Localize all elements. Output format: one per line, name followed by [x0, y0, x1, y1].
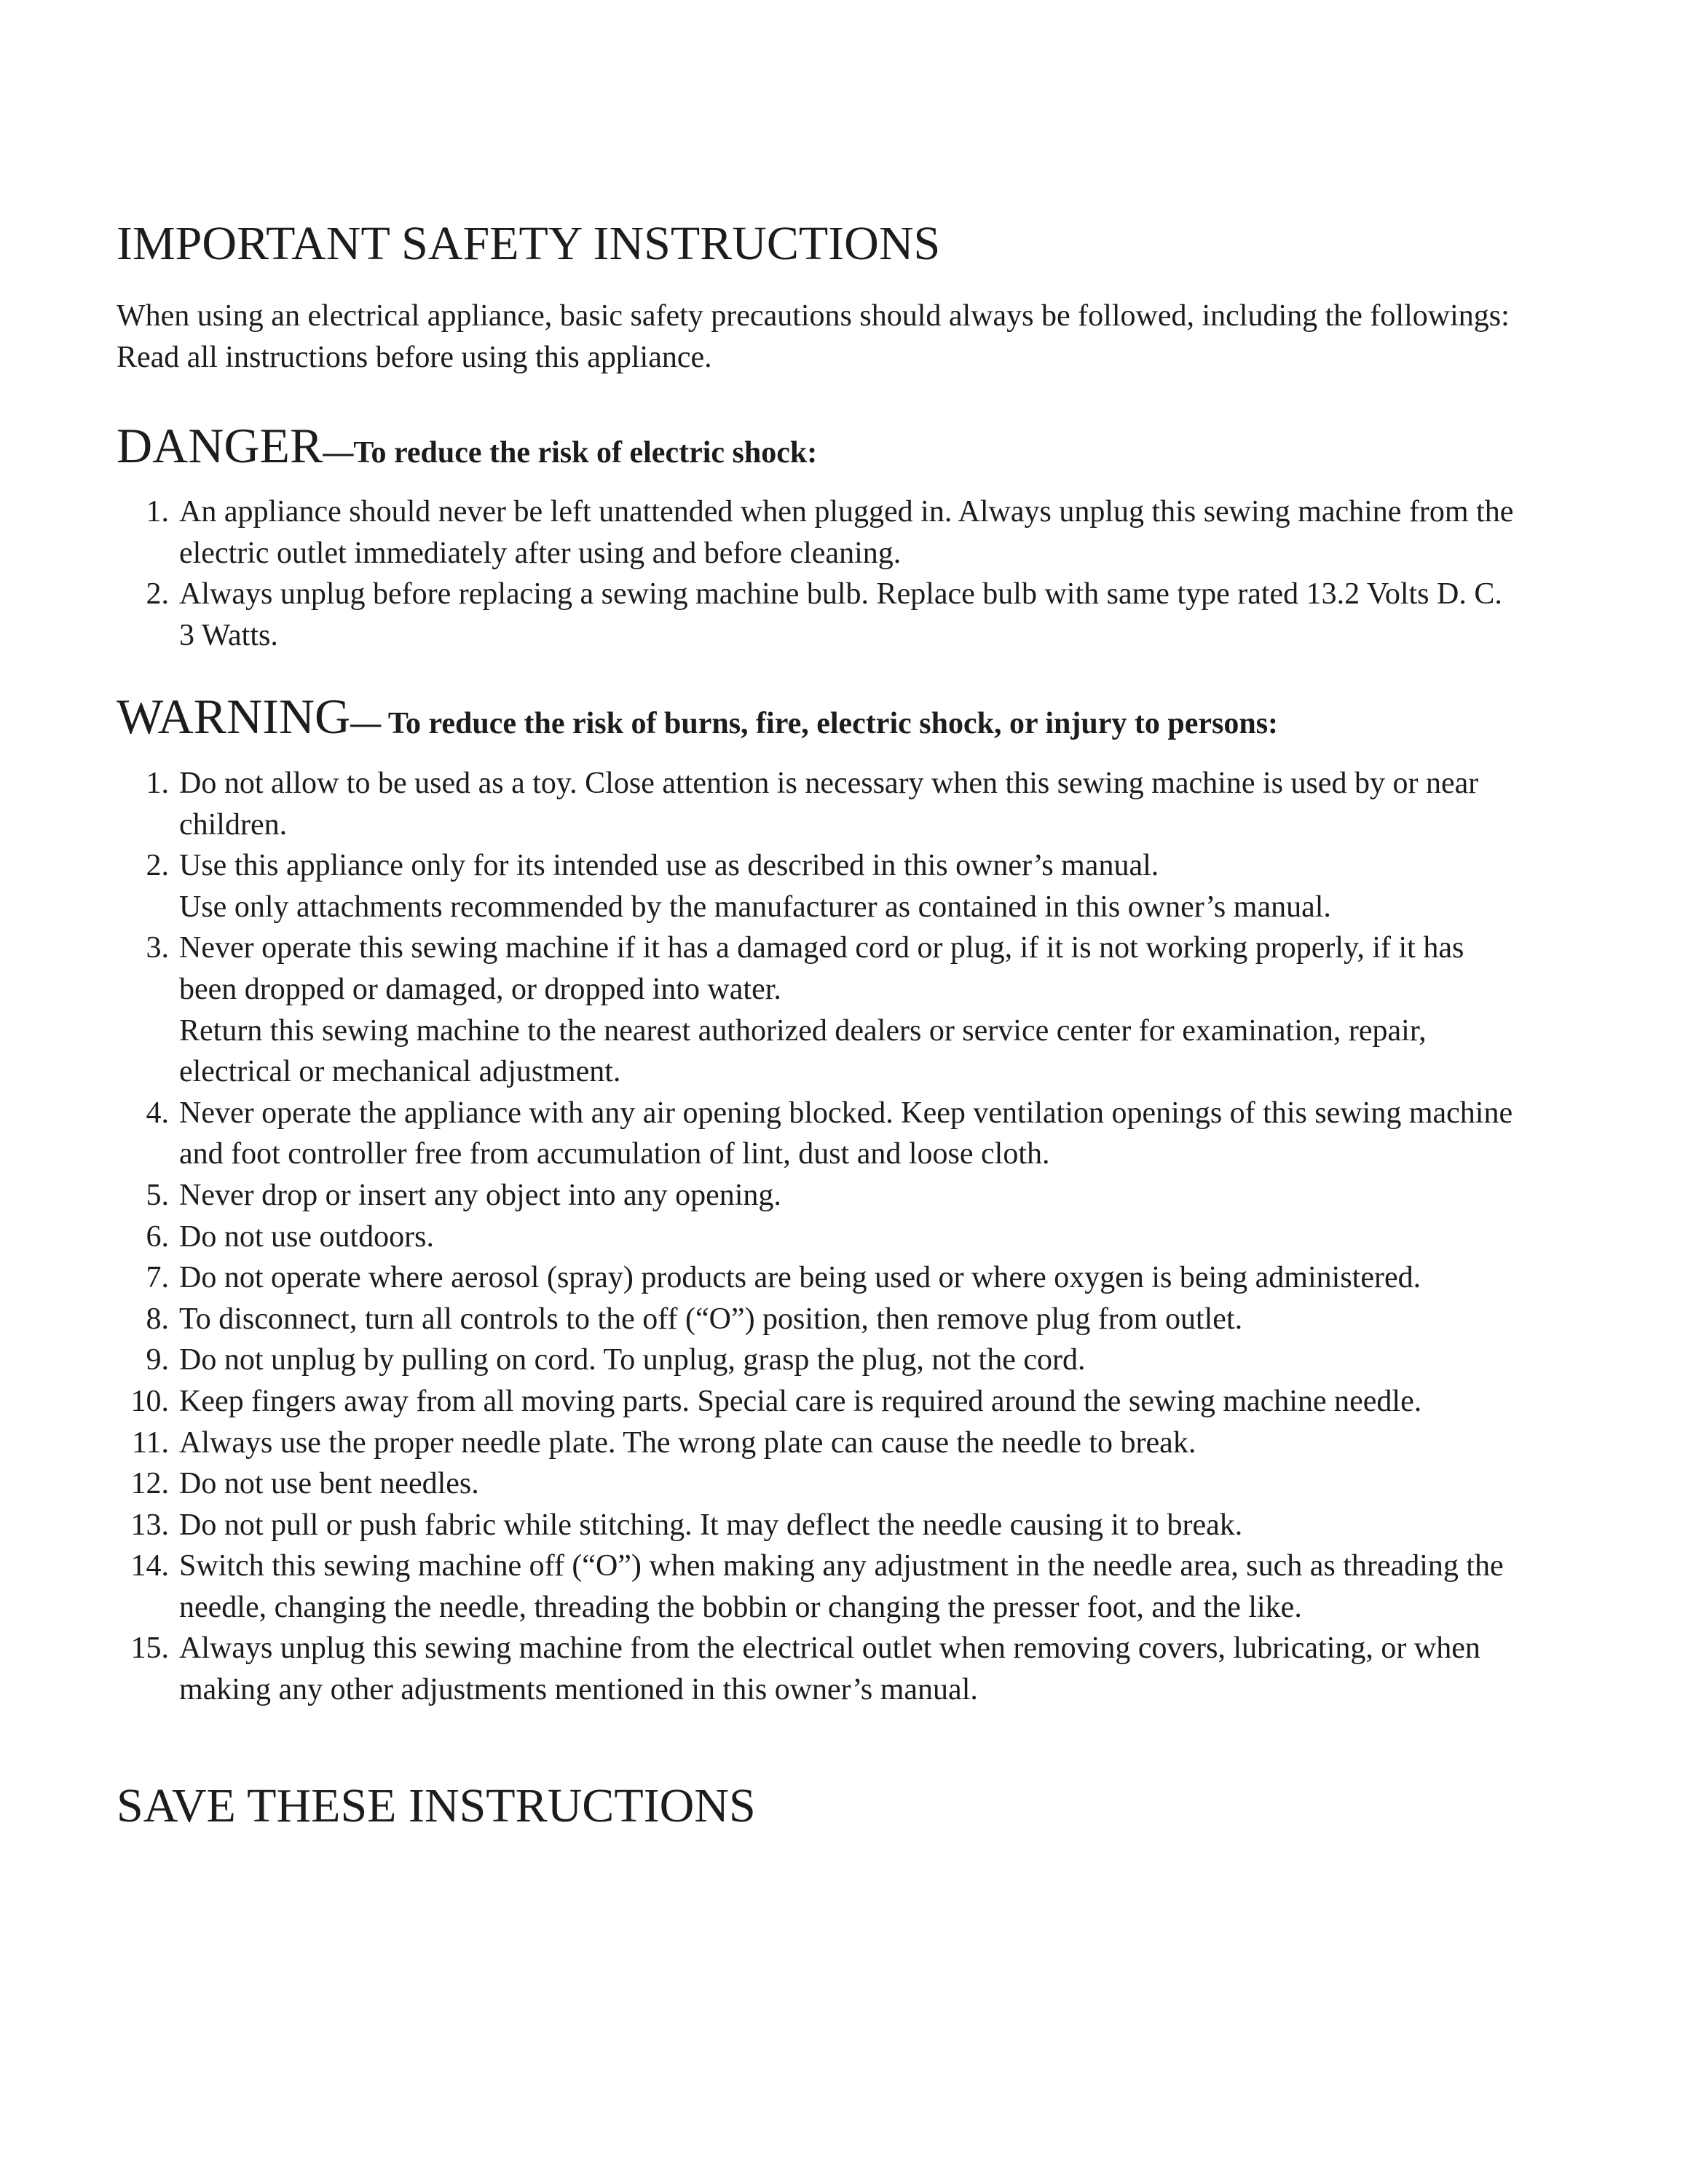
list-item: [117, 1175, 1588, 1216]
item-text-line: needle, changing the needle, threading the bobbin or changing the presser foot, and the like.: [179, 1590, 1302, 1624]
list-item: [117, 1423, 1588, 1464]
item-text-line: Do not use bent needles.: [179, 1467, 479, 1501]
item-text-line: electric outlet immediately after using and before cleaning.: [179, 536, 902, 570]
item-text-line: Use only attachments recommended by the manufacturer as contained in this owner’s manual.: [179, 890, 1331, 924]
danger-list: [117, 491, 1588, 656]
list-item: [117, 1628, 1588, 1710]
item-number: 5.: [146, 1178, 169, 1212]
warning-description: — To reduce the risk of burns, fire, electric shock, or injury to persons:: [350, 707, 1279, 740]
item-number: 8.: [146, 1302, 169, 1336]
item-number: 9.: [146, 1343, 169, 1377]
warning-list: [117, 763, 1588, 1711]
item-text-line: Never operate this sewing machine if it has a damaged cord or plug, if it is not working properly, if it has: [179, 931, 1464, 965]
item-text-line: electrical or mechanical adjustment.: [179, 1055, 621, 1089]
intro-paragraph: [117, 296, 1588, 379]
list-item: [117, 1381, 1588, 1423]
item-number: 15.: [130, 1631, 169, 1666]
list-item: [117, 1340, 1588, 1381]
item-number: 7.: [146, 1261, 169, 1295]
item-number: 4.: [146, 1096, 169, 1130]
item-text-line: Always unplug this sewing machine from the electrical outlet when removing covers, lubricating, or when: [179, 1631, 1480, 1666]
item-text-line: To disconnect, turn all controls to the off (“O”) position, then remove plug from outlet.: [179, 1302, 1243, 1336]
list-item: [117, 1546, 1588, 1628]
item-text-line: An appliance should never be left unattended when plugged in. Always unplug this sewing machine from the: [179, 495, 1514, 529]
item-text-line: Always use the proper needle plate. The wrong plate can cause the needle to break.: [179, 1425, 1196, 1460]
item-text-line: Never operate the appliance with any air opening blocked. Keep ventilation openings of this sewing machine: [179, 1096, 1513, 1130]
item-number: 2.: [146, 577, 169, 612]
item-text-line: children.: [179, 807, 288, 842]
item-text-line: making any other adjustments mentioned in this owner’s manual.: [179, 1673, 978, 1707]
item-text-line: Do not unplug by pulling on cord. To unplug, grasp the plug, not the cord.: [179, 1343, 1086, 1377]
item-number: 3.: [146, 931, 169, 965]
item-text-line: and foot controller free from accumulation of lint, dust and loose cloth.: [179, 1137, 1050, 1171]
item-number: 10.: [130, 1384, 169, 1418]
item-text-line: Switch this sewing machine off (“O”) when making any adjustment in the needle area, such as threading the: [179, 1549, 1504, 1583]
item-text-line: Do not operate where aerosol (spray) products are being used or where oxygen is being administered.: [179, 1261, 1421, 1295]
item-text-line: 3 Watts.: [179, 618, 278, 652]
list-item: [117, 1216, 1588, 1258]
danger-description: —To reduce the risk of electric shock:: [323, 436, 818, 470]
item-number: 12.: [130, 1467, 169, 1501]
list-item: [117, 1299, 1588, 1340]
intro-line: When using an electrical appliance, basic safety precautions should always be followed, including the followings:: [117, 299, 1510, 333]
item-text-line: Keep fingers away from all moving parts. Special care is required around the sewing machine needle.: [179, 1384, 1422, 1418]
item-text-line: Always unplug before replacing a sewing machine bulb. Replace bulb with same type rated 13.2 Volts D. C.: [179, 577, 1502, 612]
item-number: 1.: [146, 495, 169, 529]
warning-heading: [117, 689, 1279, 744]
item-number: 13.: [130, 1508, 169, 1542]
list-item: [117, 1463, 1588, 1505]
list-item: [117, 763, 1588, 845]
item-number: 2.: [146, 849, 169, 883]
list-item: [117, 927, 1588, 1092]
item-text-line: Do not pull or push fabric while stitching. It may deflect the needle causing it to break.: [179, 1508, 1243, 1542]
intro-line: Read all instructions before using this appliance.: [117, 341, 712, 374]
item-text-line: Use this appliance only for its intended use as described in this owner’s manual.: [179, 849, 1159, 883]
danger-label: DANGER: [117, 418, 323, 473]
item-text-line: Return this sewing machine to the nearest authorized dealers or service center for examination, repair,: [179, 1013, 1427, 1048]
item-number: 11.: [132, 1425, 169, 1460]
item-number: 6.: [146, 1219, 169, 1254]
item-number: 1.: [146, 767, 169, 800]
item-text-line: been dropped or damaged, or dropped into water.: [179, 972, 781, 1006]
item-number: 14.: [130, 1549, 169, 1583]
list-item: [117, 491, 1588, 574]
page-title: IMPORTANT SAFETY INSTRUCTIONS: [117, 217, 941, 270]
save-instructions-heading: SAVE THESE INSTRUCTIONS: [117, 1779, 756, 1832]
warning-label: WARNING: [117, 689, 351, 744]
list-item: [117, 574, 1588, 656]
item-text-line: Do not use outdoors.: [179, 1219, 434, 1254]
list-item: [117, 1257, 1588, 1299]
list-item: [117, 1505, 1588, 1546]
item-text-line: Never drop or insert any object into any opening.: [179, 1178, 781, 1212]
danger-heading: [117, 418, 818, 473]
list-item: [117, 1093, 1588, 1175]
item-text-line: Do not allow to be used as a toy. Close attention is necessary when this sewing machine is used by or near: [179, 767, 1479, 800]
list-item: [117, 845, 1588, 927]
